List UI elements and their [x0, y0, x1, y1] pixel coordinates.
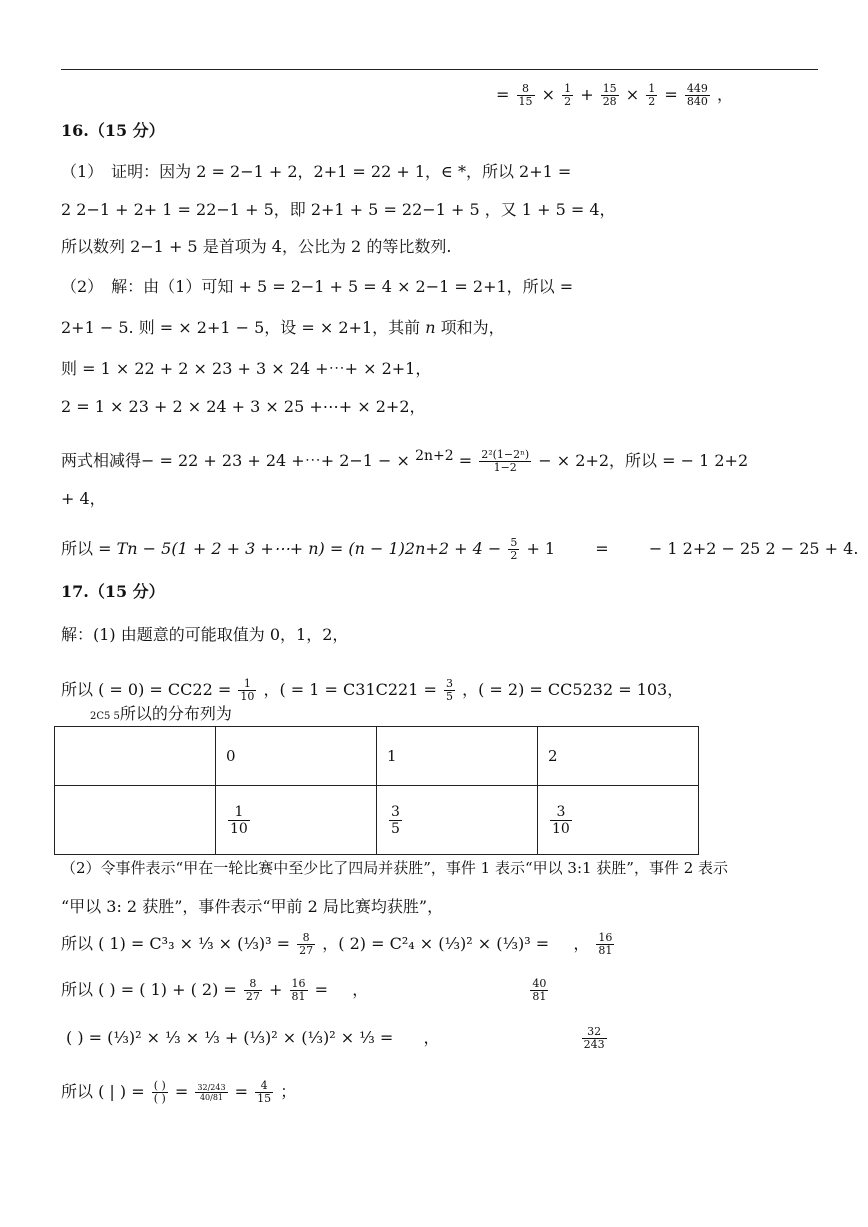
fraction: $\frac{449}{840}$: [686, 82, 708, 108]
fraction: $\frac{\text{2²(1−2ⁿ)}}{1-2}$: [481, 448, 530, 474]
fraction: $\frac{1}{2}$: [648, 82, 656, 108]
fraction: $\frac{16}{81}$: [291, 977, 306, 1003]
q16-line-4: （2） 解：由（1）可知 + 5 = 2−1 + 5 = 4 × 2−1 = 2+1，所以 =: [61, 277, 574, 296]
q17-line-2: 所以 ( = 0) = CC22 = $\frac{1}{10}$ ，( = 1 = C31C221 = $\frac{3}{5}$ ，( = 2) = CC5232 = 103，: [61, 677, 684, 703]
table-row: [55, 727, 699, 786]
q16-line-8: 两式相减得− = 22 + 23 + 24 +⋯+ 2−1 − × 2n+2 = $\frac{\text{2²(1−2ⁿ)}}{1-2}$ − × 2+2，所以 = − 1 2+2: [61, 448, 749, 474]
table-cell: [55, 727, 216, 786]
fraction: $\frac{3}{5}$: [446, 677, 453, 703]
q16-line-1: （1） 证明：因为 2 = 2−1 + 2，2+1 = 22 + 1，∈ *，所以 2+1 =: [61, 162, 572, 181]
fraction: $\frac{8}{15}$: [518, 82, 533, 108]
fraction: $\frac{1}{2}$: [564, 82, 572, 108]
table-cell: $\frac{3}{5}$: [377, 786, 538, 855]
fraction: $\frac{16}{81}$: [598, 931, 613, 957]
top-equation: = $\frac{8}{15}$ × $\frac{1}{2}$ + $\frac{15}{28}$ × $\frac{1}{2}$ = $\frac{449}{840}$ ，: [496, 82, 733, 108]
q17-line-8: ( ) = (⅓)² × ⅓ × ⅓ + (⅓)² × (⅓)² × ⅓ = ， $\frac{32}{243}$: [66, 1025, 605, 1051]
fraction: $\frac{8}{27}$: [299, 931, 314, 957]
fraction: $\frac{15}{28}$: [602, 82, 617, 108]
q16-line-5: 2+1 − 5. 则 = × 2+1 − 5，设 = × 2+1，其前 n 项和为，: [61, 318, 505, 337]
q16-heading: 16.（15 分）: [61, 121, 165, 140]
table-cell: 2: [538, 727, 699, 786]
table-cell: 1: [377, 727, 538, 786]
header-rule: [61, 69, 818, 70]
fraction: $\frac{4}{15}$: [257, 1079, 272, 1105]
q16-line-7: 2 = 1 × 23 + 2 × 24 + 3 × 25 +⋯+ × 2+2，: [61, 397, 426, 416]
table-cell: $\frac{3}{10}$: [538, 786, 699, 855]
q16-line-10: 所以 = Tn − 5(1 + 2 + 3 +⋯+ n) = (n − 1)2n+2 + 4 − $\frac{5}{2}$ + 1 = − 1 2+2 − 25 2 − 25 + 4.: [61, 536, 859, 562]
q17-line-4: （2）令事件表示“甲在一轮比赛中至少比了四局并获胜”，事件 1 表示“甲以 3:1 获胜”，事件 2 表示: [61, 859, 729, 877]
q17-line-5: “甲以 3: 2 获胜”，事件表示“甲前 2 局比赛均获胜”，: [61, 897, 444, 916]
fraction: $\frac{( )}{( )}$: [153, 1079, 166, 1105]
table-cell: $\frac{1}{10}$: [216, 786, 377, 855]
fraction: $\frac{8}{27}$: [245, 977, 260, 1003]
fraction: $\frac{32}{243}$: [583, 1025, 605, 1051]
fraction: $\frac{5}{2}$: [510, 536, 518, 562]
q16-line-9: + 4，: [61, 489, 106, 508]
q16-line-2: 2 2−1 + 2+ 1 = 22−1 + 5，即 2+1 + 5 = 22−1 + 5 ，又 1 + 5 = 4，: [61, 200, 616, 219]
q16-line-6: 则 = 1 × 22 + 2 × 23 + 3 × 24 +⋯+ × 2+1，: [61, 359, 432, 378]
table-row: [55, 786, 699, 855]
q17-line-7: 所以 ( ) = ( 1) + ( 2) = $\frac{8}{27}$ + $\frac{16}{81}$ = ， $\frac{40}{81}$: [61, 977, 547, 1003]
q17-line-1: 解：(1) 由题意的可能取值为 0，1，2，: [61, 625, 349, 644]
fraction: $\frac{32/243}{40/81}$: [197, 1083, 226, 1102]
q17-line-9: 所以 ( | ) = $\frac{( )}{( )}$ = $\frac{32/243}{40/81}$ = $\frac{4}{15}$ ；: [61, 1079, 297, 1105]
table-cell: [55, 786, 216, 855]
q17-line-6: 所以 ( 1) = C³₃ × ⅓ × (⅓)³ = $\frac{8}{27}$ ，( 2) = C²₄ × (⅓)² × (⅓)³ = ， $\frac{16}{81}$: [61, 931, 613, 957]
distribution-table: [54, 726, 699, 855]
q17-line-3: 2C5 5所以的分布列为: [90, 704, 232, 723]
q16-line-3: 所以数列 2−1 + 5 是首项为 4，公比为 2 的等比数列.: [61, 237, 452, 256]
q17-heading: 17.（15 分）: [61, 582, 165, 601]
fraction: $\frac{1}{10}$: [240, 677, 255, 703]
fraction: $\frac{40}{81}$: [532, 977, 547, 1003]
table-cell: 0: [216, 727, 377, 786]
